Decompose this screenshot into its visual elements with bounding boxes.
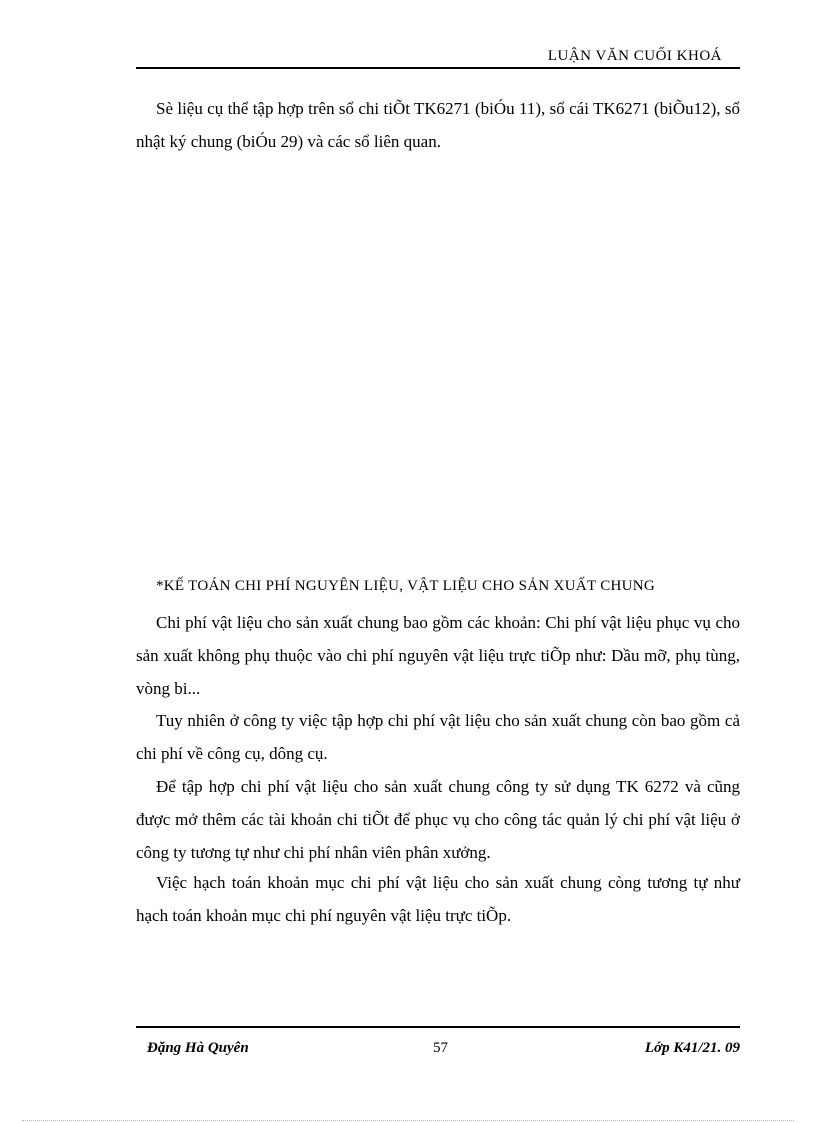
footer-author: Đặng Hà Quyên — [147, 1040, 249, 1056]
paragraph-materials: Chi phí vật liệu cho sản xuất chung bao gồm các khoản: Chi phí vật liệu phục vụ cho sản xuất không phụ thuộc vào chi phí nguyên vật liệu trực tiÕp như: Dầu mỡ, phụ tùng, vòng bi... — [136, 613, 740, 698]
footer-rule — [136, 1026, 740, 1028]
paragraph-accounting: Việc hạch toán khoản mục chi phí vật liệu cho sản xuất chung còng tương tự như hạch toán khoản mục chi phí nguyên vật liệu trực tiÕp. — [136, 873, 740, 925]
header-rule — [136, 67, 740, 69]
paragraph-intro: Sè liệu cụ thể tập hợp trên sổ chi tiÕt TK6271 (biÓu 11), sổ cái TK6271 (biÕu12), sổ nhật ký chung (biÓu 29) và các sổ liên quan. — [136, 99, 740, 151]
footer-class: Lớp K41/21. 09 — [644, 1040, 740, 1056]
header-title: LUẬN VĂN CUỐI KHOÁ — [547, 48, 722, 64]
paragraph-account: Để tập hợp chi phí vật liệu cho sản xuất chung công ty sử dụng TK 6272 và cũng được mở thêm các tài khoản chi tiÕt để phục vụ cho công tác quản lý chi phí vật liệu ở công ty tương tự như chi phí nhân viên phân xưởng. — [136, 777, 740, 862]
page-bottom-dots — [22, 1120, 794, 1121]
section-heading: *KẾ TOÁN CHI PHÍ NGUYÊN LIỆU, VẬT LIỆU CHO SẢN XUẤT CHUNG — [156, 578, 656, 594]
paragraph-tools: Tuy nhiên ở công ty việc tập hợp chi phí vật liệu cho sản xuất chung còn bao gồm cả chi phí về công cụ, dông cụ. — [136, 711, 740, 763]
footer-page-number: 57 — [433, 1040, 448, 1056]
